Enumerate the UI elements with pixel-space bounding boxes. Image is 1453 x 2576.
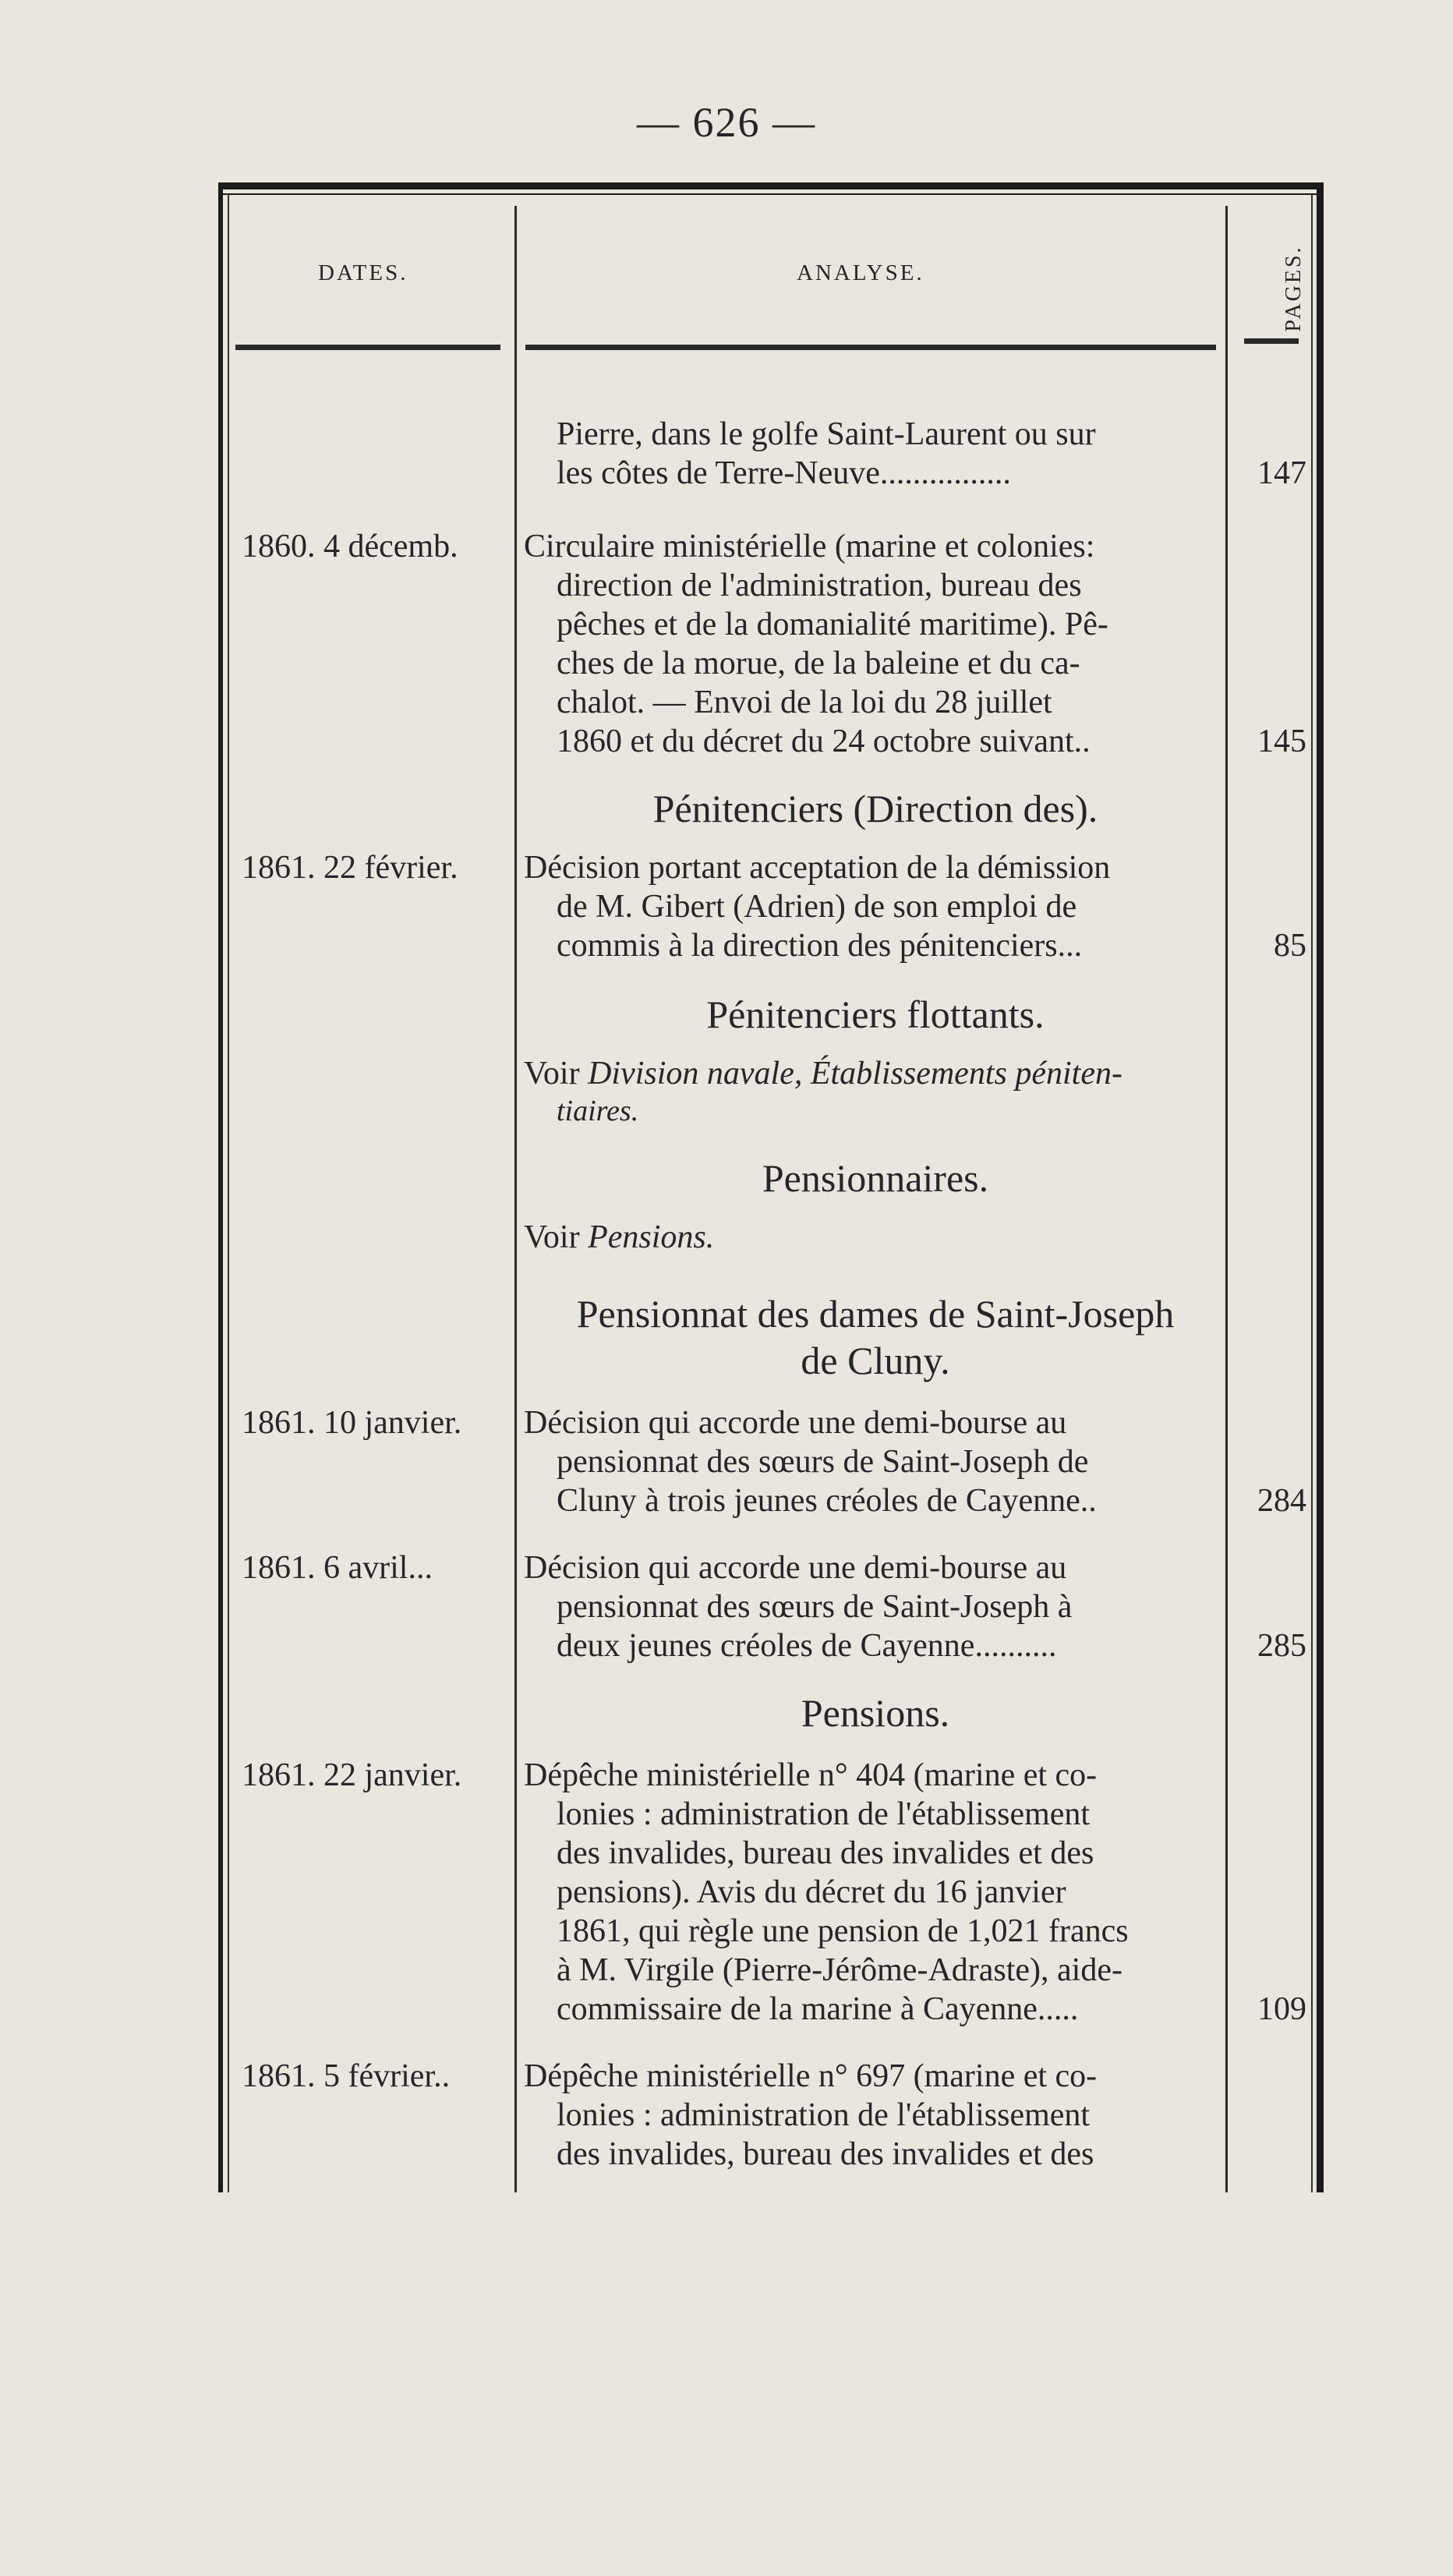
entry-line: ches de la morue, de la baleine et du ca-	[557, 646, 1080, 681]
entry-page: 284	[1257, 1483, 1306, 1519]
entry-line: Cluny à trois jeunes créoles de Cayenne..	[557, 1483, 1097, 1519]
entry-page: 147	[1257, 455, 1306, 491]
entry-line: Décision qui accorde une demi-bourse au	[524, 1405, 1067, 1441]
entry-line: Décision portant acceptation de la démission	[524, 850, 1111, 886]
section-heading: Pénitenciers (Direction des).	[652, 787, 1098, 830]
table-top-rule-thin	[218, 193, 1324, 195]
entry-line: à M. Virgile (Pierre-Jérôme-Adraste), aide-	[557, 1952, 1122, 1988]
entry-line: lonies : administration de l'établissement	[557, 2097, 1091, 2133]
see-target: tiaires.	[557, 1095, 639, 1127]
entry-line: commis à la direction des pénitenciers...	[557, 928, 1083, 964]
entry-line: lonies : administration de l'établissement	[557, 1796, 1091, 1832]
column-header-pages: PAGES.	[1282, 245, 1306, 332]
entry-date: 1861. 22 janvier.	[242, 1757, 462, 1793]
section-heading: Pensionnat des dames de Saint-Joseph	[576, 1292, 1175, 1336]
column-divider-dates	[514, 206, 517, 2192]
header-rule-dates	[235, 345, 500, 350]
column-header-analyse: ANALYSE.	[797, 260, 924, 285]
see-target: Pensions.	[588, 1219, 715, 1255]
entry-line: direction de l'administration, bureau des	[557, 568, 1082, 603]
entry-line: pensionnat des sœurs de Saint-Joseph à	[557, 1589, 1073, 1625]
entry-line: deux jeunes créoles de Cayenne..........	[557, 1628, 1057, 1664]
column-divider-pages	[1225, 206, 1228, 2192]
entry-line: commissaire de la marine à Cayenne.....	[557, 1991, 1079, 2027]
entry-line: les côtes de Terre-Neuve................	[557, 455, 1011, 491]
entry-page: 285	[1257, 1628, 1306, 1664]
see-reference	[524, 1221, 714, 1254]
see-target: Division navale, Établissements péniten-	[588, 1056, 1122, 1092]
entry-page: 85	[1274, 928, 1306, 964]
entry-line: des invalides, bureau des invalides et des	[557, 1835, 1094, 1871]
entry-line: 1860 et du décret du 24 octobre suivant..	[557, 724, 1091, 759]
entry-date: 1860. 4 décemb.	[242, 529, 458, 564]
entry-page: 109	[1257, 1991, 1306, 2027]
table-top-rule	[218, 182, 1324, 189]
entry-line: pêches et de la domanialité maritime). Pê-	[557, 607, 1108, 642]
entry-line: Circulaire ministérielle (marine et colonies:	[524, 529, 1095, 564]
section-heading: de Cluny.	[801, 1339, 950, 1382]
entry-line: Pierre, dans le golfe Saint-Laurent ou sur	[557, 416, 1096, 452]
entry-line: Dépêche ministérielle n° 404 (marine et co-	[524, 1757, 1098, 1793]
table-left-border-thin	[228, 195, 229, 2192]
table-right-border-thin	[1311, 195, 1313, 2192]
entry-date: 1861. 22 février.	[242, 850, 458, 886]
section-heading: Pensionnaires.	[762, 1156, 989, 1200]
entry-line: Dépêche ministérielle n° 697 (marine et co-	[524, 2058, 1098, 2094]
page-number: — 626 —	[637, 99, 816, 146]
entry-line: Décision qui accorde une demi-bourse au	[524, 1550, 1067, 1586]
table-right-border	[1317, 182, 1324, 2192]
entry-line: pensions). Avis du décret du 16 janvier	[557, 1874, 1066, 1910]
see-reference	[524, 1057, 1122, 1090]
entry-line: de M. Gibert (Adrien) de son emploi de	[557, 889, 1077, 925]
see-prefix: Voir	[524, 1219, 580, 1255]
entry-line: chalot. — Envoi de la loi du 28 juillet	[557, 685, 1052, 720]
see-prefix: Voir	[524, 1056, 580, 1092]
entry-date: 1861. 5 février..	[242, 2058, 451, 2094]
entry-line: pensionnat des sœurs de Saint-Joseph de	[557, 1444, 1089, 1480]
entry-line: 1861, qui règle une pension de 1,021 francs	[557, 1913, 1129, 1949]
column-header-dates: DATES.	[318, 260, 408, 285]
entry-date: 1861. 6 avril...	[242, 1550, 433, 1586]
header-rule-analyse	[525, 345, 1216, 350]
entry-date: 1861. 10 janvier.	[242, 1405, 462, 1441]
section-heading: Pensions.	[801, 1691, 950, 1735]
section-heading: Pénitenciers flottants.	[706, 993, 1045, 1036]
entry-line: des invalides, bureau des invalides et des	[557, 2136, 1094, 2172]
table-left-border	[218, 182, 223, 2192]
index-table	[218, 182, 1324, 2192]
entry-page: 145	[1257, 724, 1306, 759]
